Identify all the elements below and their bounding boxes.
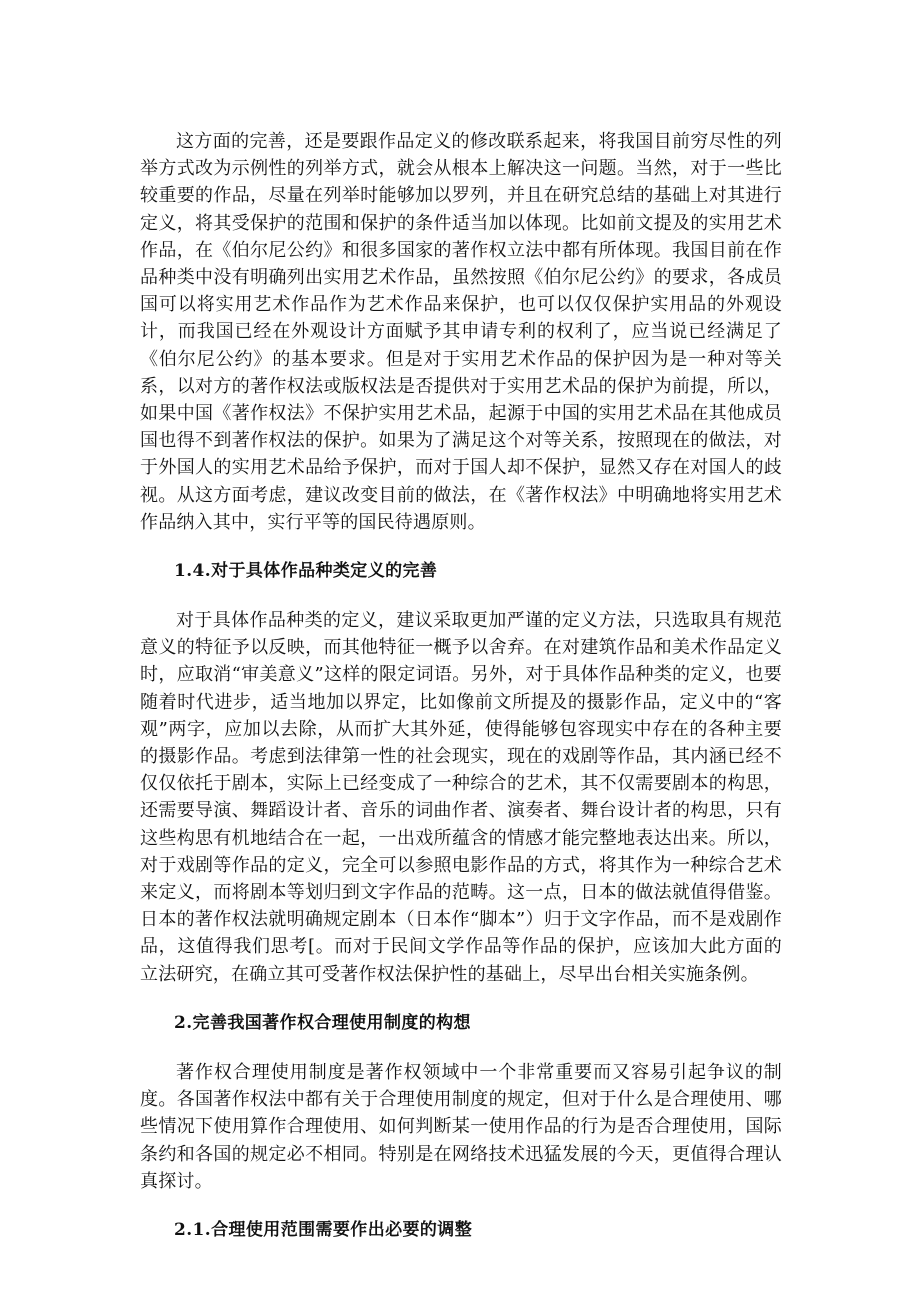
spacer [140, 585, 782, 607]
spacer [140, 1195, 782, 1217]
body-paragraph-fair-use: 著作权合理使用制度是著作权领域中一个非常重要而又容易引起争议的制度。各国著作权法中都有关于合理使用制度的规定，但对于什么是合理使用、哪些情况下使用算作合理使用、如何判断某一使用作品的行为是否合理使用，国际条约和各国的规定必不相同。特别是在网络技术迅猛发展的今天，更值得合理认真探讨。 [140, 1061, 782, 1192]
section-heading-2: 2.完善我国著作权合理使用制度的构想 [174, 1012, 471, 1033]
spacer [140, 988, 782, 1010]
document-page [140, 128, 782, 1244]
spacer [140, 536, 782, 558]
body-paragraph-work-types: 对于具体作品种类的定义，建议采取更加严谨的定义方法，只选取具有规范意义的特征予以反映，而其他特征一概予以舍弃。在对建筑作品和美术作品定义时，应取消“审美意义”这样的限定词语。另外，对于具体作品种类的定义，也要随着时代进步，适当地加以界定，比如像前文所提及的摄影作品，定义中的“客观”两字，应加以去除，从而扩大其外延，使得能够包容现实中存在的各种主要的摄影作品。考虑到法律第一性的社会现实，现在的戏剧等作品，其内涵已经不仅仅依托于剧本，实际上已经变成了一种综合的艺术，其不仅需要剧本的构思，还需要导演、舞蹈设计者、音乐的词曲作者、演奏者、舞台设计者的构思，只有这些构思有机地结合在一起，一出戏所蕴含的情感才能完整地表达出来。所以，对于戏剧等作品的定义，完全可以参照电影作品的方式，将其作为一种综合艺术来定义，而将剧本等划归到文字作品的范畴。这一点，日本的做法就值得借鉴。日本的著作权法就明确规定剧本（日本作“脚本”）归于文字作品，而不是戏剧作品，这值得我们思考[。而对于民间文学作品等作品的保护，应该加大此方面的立法研究，在确立其可受著作权法保护性的基础上，尽早出台相关实施条例。 [140, 610, 782, 985]
section-heading-2-1: 2.1.合理使用范围需要作出必要的调整 [174, 1219, 473, 1240]
spacer [140, 1037, 782, 1059]
body-paragraph-practical-art: 这方面的完善，还是要跟作品定义的修改联系起来，将我国目前穷尽性的列举方式改为示例性的列举方式，就会从根本上解决这一问题。当然，对于一些比较重要的作品，尽量在列举时能够加以罗列，并且在研究总结的基础上对其进行定义，将其受保护的范围和保护的条件适当加以体现。比如前文提及的实用艺术作品，在《伯尔尼公约》和很多国家的著作权立法中都有所体现。我国目前在作品种类中没有明确列出实用艺术作品，虽然按照《伯尔尼公约》的要求，各成员国可以将实用艺术作品作为艺术作品来保护，也可以仅仅保护实用品的外观设计，而我国已经在外观设计方面赋予其申请专利的权利了，应当说已经满足了《伯尔尼公约》的基本要求。但是对于实用艺术作品的保护因为是一种对等关系，以对方的著作权法或版权法是否提供对于实用艺术品的保护为前提，所以，如果中国《著作权法》不保护实用艺术品，起源于中国的实用艺术品在其他成员国也得不到著作权法的保护。如果为了满足这个对等关系，按照现在的做法，对于外国人的实用艺术品给予保护，而对于国人却不保护，显然又存在对国人的歧视。从这方面考虑，建议改变目前的做法，在《著作权法》中明确地将实用艺术作品纳入其中，实行平等的国民待遇原则。 [140, 131, 782, 533]
section-heading-1-4: 1.4.对于具体作品种类定义的完善 [174, 561, 438, 582]
